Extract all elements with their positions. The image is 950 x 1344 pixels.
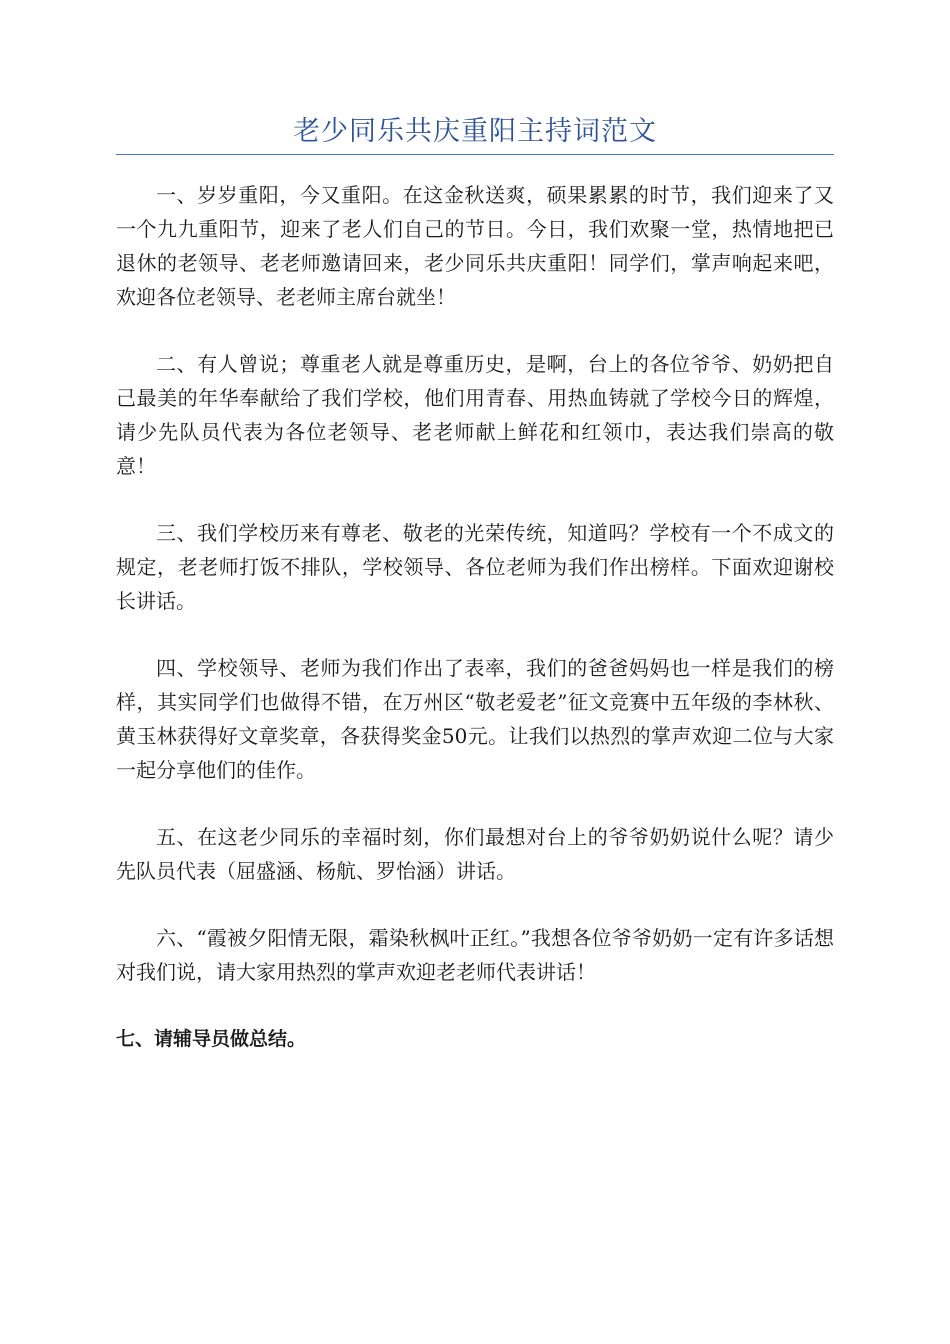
paragraph-1: 一、岁岁重阳，今又重阳。在这金秋送爽，硕果累累的时节，我们迎来了又一个九九重阳节，迎来了老人们自己的节日。今日，我们欢聚一堂，热情地把已退休的老领导、老老师邀请回来，老少同乐共庆重阳！同学们，掌声响起来吧，欢迎各位老领导、老老师主席台就坐！ [116, 183, 834, 309]
document-body [116, 178, 834, 1089]
paragraph-3: 三、我们学校历来有尊老、敬老的光荣传统，知道吗？学校有一个不成文的规定，老老师打饭不排队，学校领导、各位老师为我们作出榜样。下面欢迎谢校长讲话。 [116, 521, 834, 613]
paragraph-4: 四、学校领导、老师为我们作出了表率，我们的爸爸妈妈也一样是我们的榜样，其实同学们也做得不错，在万州区“敬老爱老”征文竞赛中五年级的李林秋、黄玉林获得好文章奖章，各获得奖金50元。让我们以热烈的掌声欢迎二位与大家一起分享他们的佳作。 [116, 656, 834, 782]
paragraph-5: 五、在这老少同乐的幸福时刻，你们最想对台上的爷爷奶奶说什么呢？请少先队员代表（屈盛涵、杨航、罗怡涵）讲话。 [116, 825, 834, 883]
paragraph-2: 二、有人曾说；尊重老人就是尊重历史，是啊，台上的各位爷爷、奶奶把自己最美的年华奉献给了我们学校，他们用青春、用热血铸就了学校今日的辉煌，请少先队员代表为各位老领导、老老师献上鲜花和红领巾，表达我们崇高的敬意！ [116, 352, 834, 478]
closing-paragraph: 七、请辅导员做总结。 [116, 1028, 307, 1050]
title-underline [116, 154, 834, 155]
paragraph-6: 六、“霞被夕阳情无限，霜染秋枫叶正红。”我想各位爷爷奶奶一定有许多话想对我们说，请大家用热烈的掌声欢迎老老师代表讲话！ [116, 926, 834, 984]
document-title: 老少同乐共庆重阳主持词范文 [293, 116, 657, 147]
